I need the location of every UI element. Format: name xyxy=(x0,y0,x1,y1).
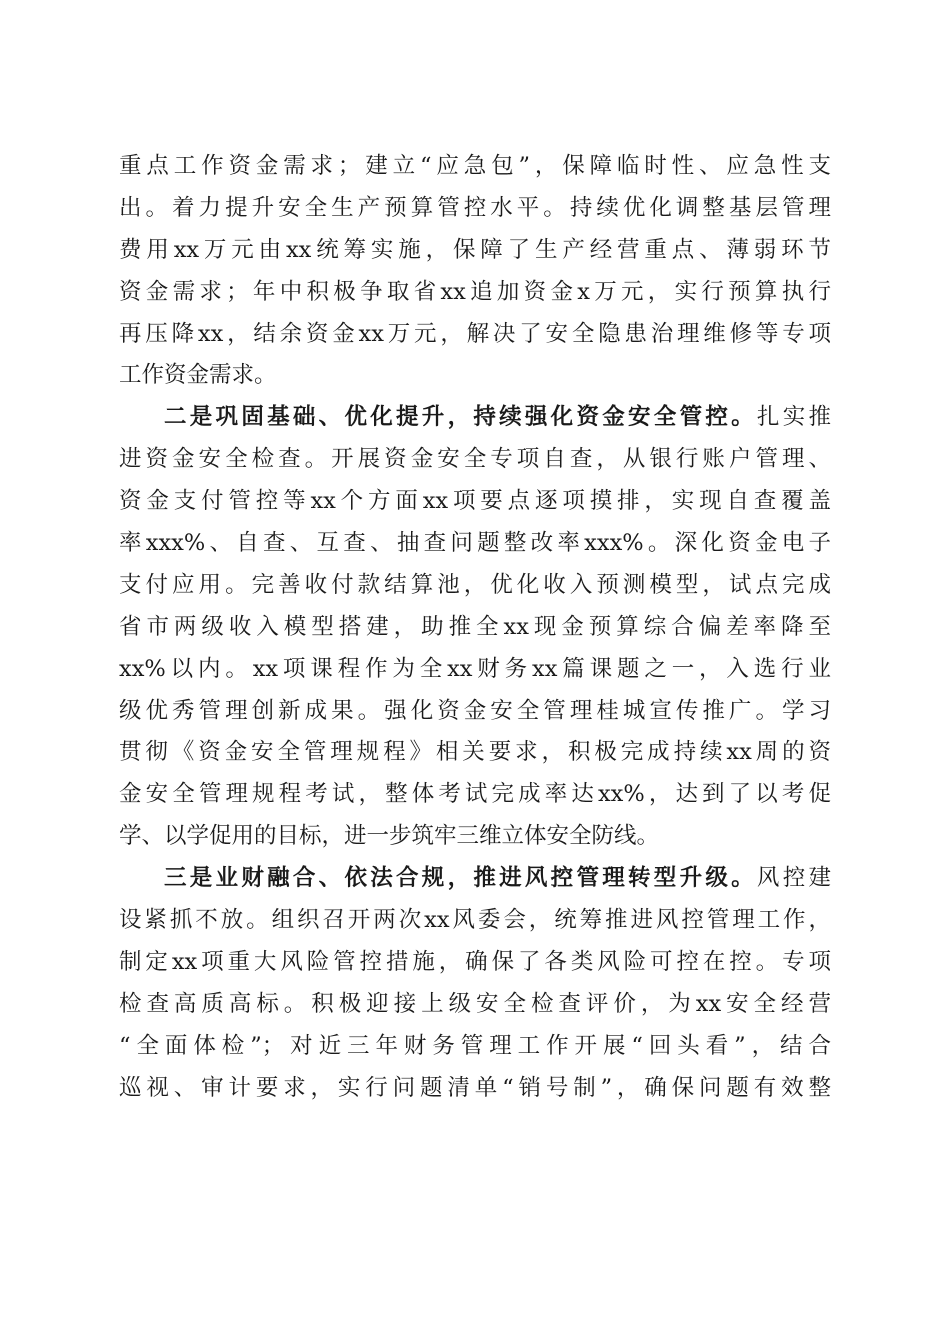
paragraph-3-line-3: 制定xx项重大风险管控措施，确保了各类风险可控在控。专项 xyxy=(119,948,831,975)
paragraph-3-line-2: 设紧抓不放。组织召开两次xx风委会，统筹推进风控管理工作， xyxy=(119,907,831,934)
paragraph-1-line-3: 费用xx万元由xx统筹实施，保障了生产经营重点、薄弱环节 xyxy=(119,236,831,263)
paragraph-2-line-8: 级优秀管理创新成果。强化资金安全管理桂城宣传推广。学习 xyxy=(119,697,831,724)
paragraph-1-line-6: 工作资金需求。 xyxy=(119,362,277,389)
paragraph-3-line-5: “全面体检”；对近三年财务管理工作开展“回头看”，结合 xyxy=(119,1032,831,1059)
paragraph-3-line-1-text: 风控建 xyxy=(756,865,831,892)
paragraph-2-line-9: 贯彻《资金安全管理规程》相关要求，积极完成持续xx周的资 xyxy=(119,739,831,766)
paragraph-3-line-1 xyxy=(119,858,831,900)
paragraph-2-heading: 二是巩固基础、优化提升，持续强化资金安全管控。 xyxy=(164,404,757,431)
paragraph-2-line-10: 金安全管理规程考试，整体考试完成率达xx%，达到了以考促 xyxy=(119,781,831,808)
paragraph-1-line-5: 再压降xx，结余资金xx万元，解决了安全隐患治理维修等专项 xyxy=(119,320,831,347)
paragraph-3-line-6: 巡视、审计要求，实行问题清单“销号制”，确保问题有效整 xyxy=(119,1074,831,1101)
paragraph-2-line-2: 进资金安全检查。开展资金安全专项自查，从银行账户管理、 xyxy=(119,446,831,473)
paragraph-2-line-4: 率xxx%、自查、互查、抽查问题整改率xxx%。深化资金电子 xyxy=(119,530,831,557)
paragraph-3-heading: 三是业财融合、依法合规，推进风控管理转型升级。 xyxy=(164,865,757,892)
paragraph-2-line-1-text: 扎实推 xyxy=(756,404,831,431)
paragraph-2-line-7: xx%以内。xx项课程作为全xx财务xx篇课题之一，入选行业 xyxy=(119,655,831,682)
paragraph-1-line-4: 资金需求；年中积极争取省xx追加资金x万元，实行预算执行 xyxy=(119,278,831,305)
paragraph-1-line-1: 重点工作资金需求；建立“应急包”，保障临时性、应急性支 xyxy=(119,153,831,179)
paragraph-2-line-6: 省市两级收入模型搭建，助推全xx现金预算综合偏差率降至 xyxy=(119,613,831,640)
paragraph-1-line-2: 出。着力提升安全生产预算管控水平。持续优化调整基层管理 xyxy=(119,194,831,221)
document-body xyxy=(119,146,831,1109)
paragraph-2-line-3: 资金支付管控等xx个方面xx项要点逐项摸排，实现自查覆盖 xyxy=(119,488,831,515)
paragraph-2-line-1 xyxy=(119,397,831,439)
paragraph-2-line-11: 学、以学促用的目标，进一步筑牢三维立体安全防线。 xyxy=(119,823,660,850)
paragraph-3-line-4: 检查高质高标。积极迎接上级安全检查评价，为xx安全经营 xyxy=(119,990,831,1017)
paragraph-2-line-5: 支付应用。完善收付款结算池，优化收入预测模型，试点完成 xyxy=(119,571,831,598)
